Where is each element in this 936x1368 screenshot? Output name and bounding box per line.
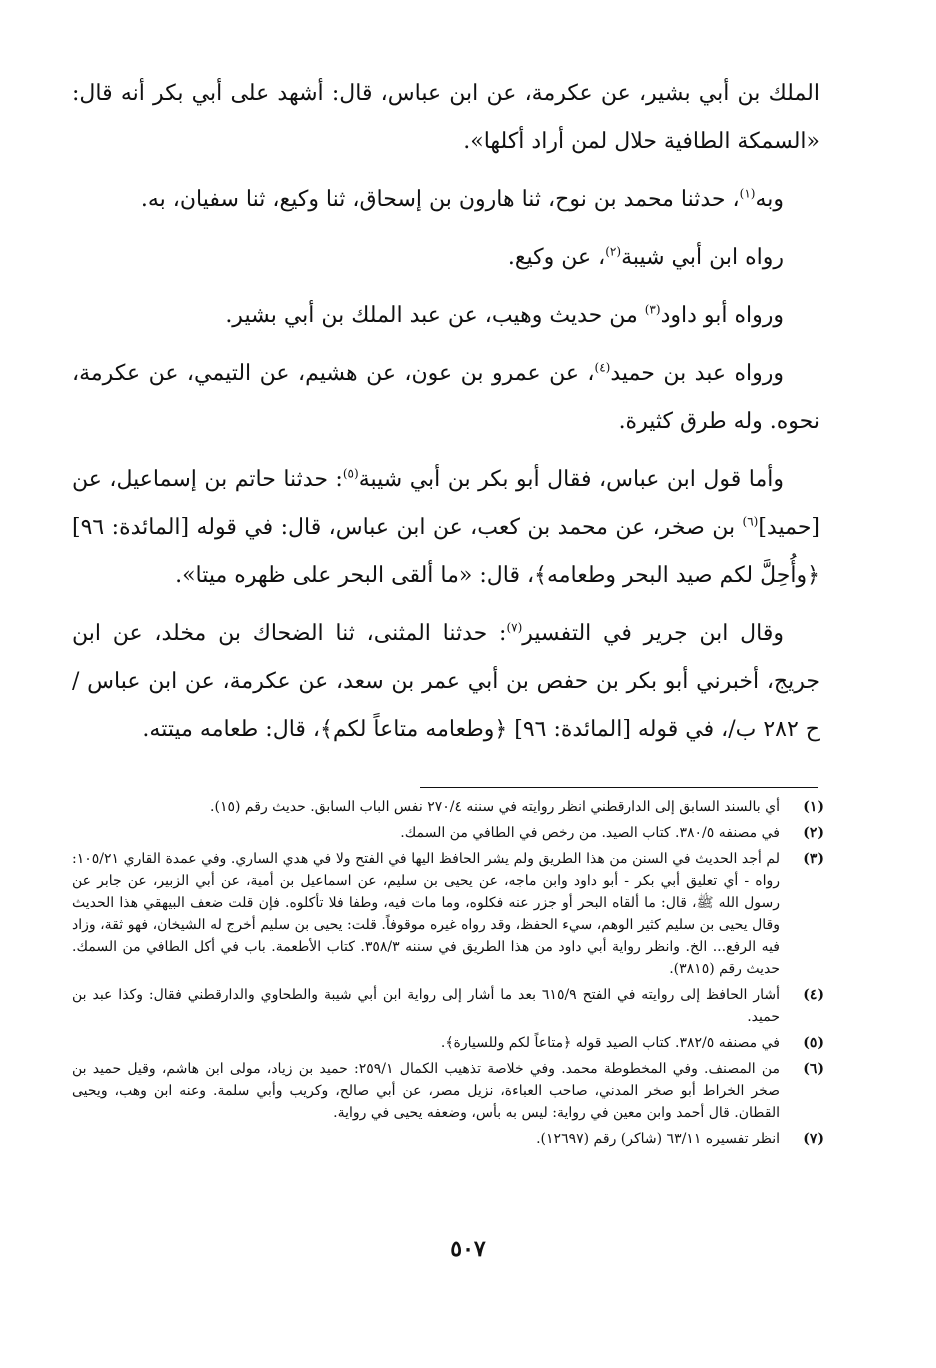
footnote-3 — [72, 848, 824, 980]
footnote-text: في مصنفه ٣٨٢/٥. كتاب الصيد قوله ﴿متاعاً لكم وللسيارة﴾. — [440, 1035, 780, 1051]
footnote-text: من المصنف. وفي المخطوطة محمد. وفي خلاصة تذهيب الكمال ٢٥٩/١: حميد بن زياد، مولى ابن هاشم، وقيل حميد بن صخر الخراط أبو صخر المدني، صاحب العباءة، نزيل مصر، عن أبي صالح، وكريب وأبي سلمة. وعنه ابن وهب، ويحيى القطان. قال أحمد وابن معين في رواية: ليس به بأس، وضعفه يحيى في رواية. — [72, 1061, 780, 1121]
footnote-number: (١) — [803, 799, 824, 815]
paragraph-text-before: ورواه أبو داود — [660, 303, 784, 328]
paragraph-text-after: بن صخر، عن محمد بن كعب، عن ابن عباس، قال: في قوله [المائدة: ٩٦] ﴿وأُحِلَّ لكم صيد البحر وطعامه﴾، قال: «ما ألقى البحر على ظهره ميتا». — [72, 515, 820, 588]
footnote-number: (٣) — [803, 851, 824, 867]
footnote-number: (٦) — [803, 1061, 824, 1077]
footnote-divider — [420, 787, 818, 788]
footnotes — [72, 796, 824, 1154]
footnote-text: انظر تفسيره ٦٣/١١ (شاكر) رقم (١٢٦٩٧). — [536, 1131, 780, 1147]
paragraph-text-before: وبه — [755, 187, 784, 212]
paragraph-text-after: : حدثنا المثنى، ثنا الضحاك بن مخلد، عن ابن جريج، أخبرني أبو بكر بن حفص بن أبي عمر بن سعد، عن عكرمة، عن ابن عباس /ح ٢٨٢ ب/، في قوله [المائدة: ٩٦] ﴿وطعامه متاعاً لكم﴾، قال: طعامه ميتته. — [72, 621, 820, 742]
paragraph-text-before: وأما قول ابن عباس، فقال أبو بكر بن أبي شيبة — [358, 467, 785, 492]
footnote-2 — [72, 822, 824, 844]
footnote-ref-4: (٤) — [594, 360, 611, 375]
footnote-1 — [72, 796, 824, 818]
footnote-number: (٥) — [803, 1035, 824, 1051]
paragraph-text-before: وقال ابن جرير في التفسير — [522, 621, 784, 646]
footnote-number: (٤) — [803, 987, 824, 1003]
footnote-ref-6: (٦) — [742, 514, 759, 529]
paragraph-5 — [72, 350, 820, 446]
paragraph-text-mid: : حدثنا حاتم بن إسماعيل، عن [حميد] — [72, 467, 820, 540]
footnote-ref-2: (٢) — [605, 244, 622, 259]
footnote-text: لم أجد الحديث في السنن من هذا الطريق ولم يشر الحافظ اليها في الفتح ولا في هدي الساري. وفي عمدة القاري ١٠٥/٢١: رواه - أي تعليق أبي بكر - أبو داود وابن ماجه، عن يحيى بن سليم، عن اسماعيل بن أمية، عن أبي الزبير، عن جابر عن رسول الله ﷺ، قال: ما ألقاه البحر أو جزر عنه فكلوه، وما مات فيه، وطفا فلا تأكلوه. فإن قلت ضعف البيهقي هذا الحديث وقال يحيى بن سليم كثير الوهم، سيء الحفظ، وقد رواه غيره موقوفاً. قلت: يحيى بن سليم أخرج له الشيخان، فهو ثقة، وزاد فيه الرفع... الخ. وانظر رواية أبي داود من هذا الطريق في سننه ٣٥٨/٣. كتاب الأطعمة. باب في أكل الطافي من السمك. حديث رقم (٣٨١٥). — [72, 851, 780, 977]
paragraph-text-before: رواه ابن أبي شيبة — [621, 245, 784, 270]
paragraph-4 — [72, 292, 820, 340]
footnote-ref-5: (٥) — [342, 466, 359, 481]
footnote-6 — [72, 1058, 824, 1124]
paragraph-text-before: ورواه عبد بن حميد — [610, 361, 784, 386]
footnote-7 — [72, 1128, 824, 1150]
footnote-text: في مصنفه ٣٨٠/٥. كتاب الصيد. من رخص في الطافي من السمك. — [400, 825, 780, 841]
footnote-number: (٢) — [803, 825, 824, 841]
footnote-5 — [72, 1032, 824, 1054]
paragraph-2 — [72, 176, 820, 224]
footnote-ref-1: (١) — [739, 186, 756, 201]
footnote-ref-3: (٣) — [644, 302, 661, 317]
footnote-number: (٧) — [803, 1131, 824, 1147]
paragraph-7 — [72, 610, 820, 754]
footnote-text: أشار الحافظ إلى روايته في الفتح ٦١٥/٩ بعد ما أشار إلى رواية ابن أبي شيبة والطحاوي والدارقطني فقال: وكذا عبد بن حميد. — [72, 987, 780, 1025]
paragraph-text-after: من حديث وهيب، عن عبد الملك بن أبي بشير. — [225, 303, 645, 328]
paragraph-text-after: ، عن وكيع. — [507, 245, 606, 270]
footnote-text: أي بالسند السابق إلى الدارقطني انظر روايته في سننه ٢٧٠/٤ نفس الباب السابق. حديث رقم (١٥). — [210, 799, 780, 815]
paragraph-6 — [72, 456, 820, 600]
main-text — [72, 70, 820, 764]
paragraph-text: الملك بن أبي بشير، عن عكرمة، عن ابن عباس، قال: أشهد على أبي بكر أنه قال: «السمكة الطافية حلال لمن أراد أكلها». — [72, 81, 820, 154]
footnote-ref-7: (٧) — [506, 620, 523, 635]
footnote-4 — [72, 984, 824, 1028]
page-number: ٥٠٧ — [450, 1236, 486, 1262]
paragraph-text-after: ، حدثنا محمد بن نوح، ثنا هارون بن إسحاق، ثنا وكيع، ثنا سفيان، به. — [140, 187, 740, 212]
paragraph-1 — [72, 70, 820, 166]
paragraph-3 — [72, 234, 820, 282]
paragraph-text-after: ، عن عمرو بن عون، عن هشيم، عن التيمي، عن عكرمة، نحوه. وله طرق كثيرة. — [72, 361, 820, 434]
